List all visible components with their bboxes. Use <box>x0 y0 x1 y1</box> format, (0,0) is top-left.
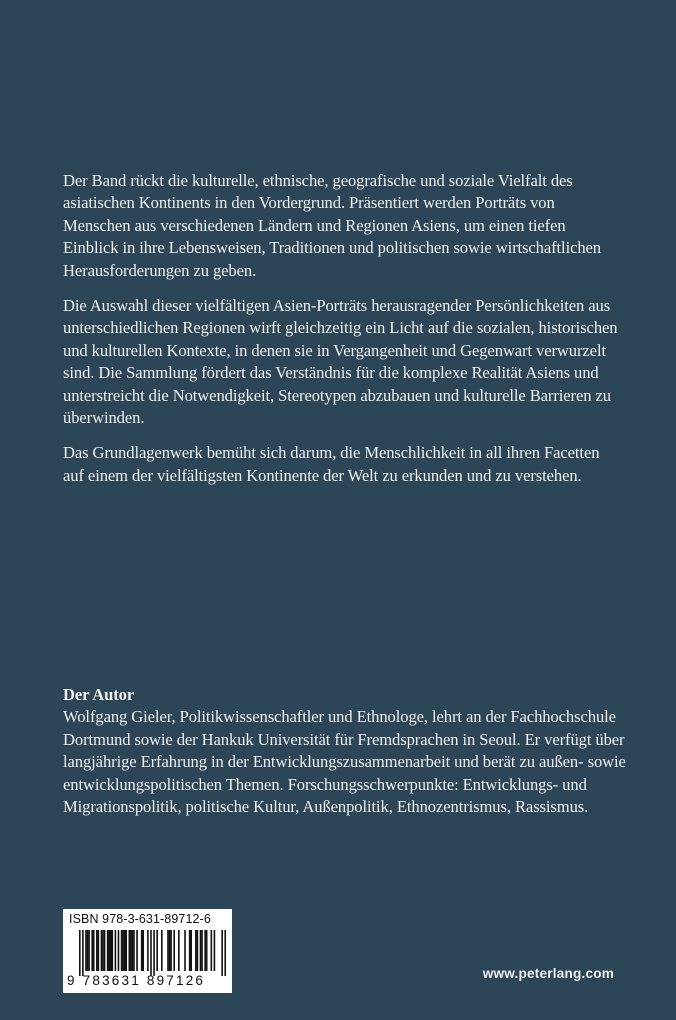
barcode-bar <box>79 930 81 976</box>
author-heading: Der Autor <box>63 685 135 704</box>
barcode-bar <box>178 930 180 971</box>
barcode-bar <box>156 930 158 971</box>
isbn-label: ISBN 978-3-631-89712-6 <box>69 912 211 926</box>
barcode-bar <box>101 930 103 971</box>
barcode-bar <box>132 930 134 971</box>
barcode-bar <box>122 930 124 971</box>
barcode-bar <box>98 930 100 971</box>
barcode-bar <box>221 930 223 976</box>
barcode-bar <box>133 930 135 971</box>
barcode-bar <box>184 930 186 971</box>
barcode-bar <box>115 930 117 971</box>
barcode-bar <box>88 930 90 971</box>
author-bio: Wolfgang Gieler, Politikwissenschaftler und Ethnologe, lehrt an der Fachhochschule Dortmund sowie der Hankuk Universität für Fremdsprachen in Seoul. Er verfügt über langjährige Erfahrung in der Entwicklungszusammenarbeit und berät zu außen- sowie entwicklungspolitischen Themen. Forschungsschwerpunkte: Entwicklungs- und Migrationspolitik, politische Kultur, Außenpolitik, Ethnozentrismus, Rassismus. <box>63 707 626 817</box>
barcode-bar <box>189 930 191 971</box>
barcode-bar <box>102 930 104 971</box>
barcode-bar <box>153 930 155 976</box>
barcode-bar <box>136 930 138 971</box>
barcode-bar <box>142 930 144 971</box>
barcode-bar <box>204 930 206 971</box>
barcode-bar <box>124 930 126 971</box>
barcode-bar <box>93 930 95 971</box>
barcode-bar <box>169 930 171 971</box>
barcode-bar <box>87 930 89 971</box>
barcode-bar <box>82 930 84 976</box>
description-paragraph-2: Die Auswahl dieser vielfältigen Asien-Porträts herausragender Persönlichkeiten aus unterschiedlichen Regionen wirft gleichzeitig ein Licht auf die sozialen, historischen und kulturellen Kontexte, in denen sie in Vergangenheit und Gegenwart verwurzelt sind. Die Sammlung fördert das Verständnis für die komplexe Realität Asiens und unterstreicht die Notwendigkeit, Stereotypen abzubauen und kulturelle Barrieren zu überwinden. <box>63 296 618 428</box>
barcode-bar <box>147 930 149 971</box>
barcode-bar <box>200 930 202 971</box>
barcode-bar <box>91 930 93 971</box>
barcode-bar <box>107 930 109 971</box>
barcode-bar <box>195 930 197 971</box>
barcode-bar <box>161 930 163 971</box>
barcode-bar <box>201 930 203 971</box>
barcode-bar <box>104 930 106 971</box>
barcode-bar <box>121 930 123 971</box>
description-paragraph-3: Das Grundlagenwerk bemüht sich darum, die Menschlichkeit in all ihren Facetten auf einem der vielfältigsten Kontinente der Welt zu erkunden und zu verstehen. <box>63 443 600 485</box>
barcode-bar <box>141 930 143 971</box>
barcode-bar <box>150 930 152 976</box>
barcode-bar <box>129 930 131 971</box>
barcode-bar <box>96 930 98 971</box>
publisher-website: www.peterlang.com <box>482 966 614 981</box>
barcode-bar <box>85 930 87 971</box>
barcode-bar <box>190 930 192 971</box>
barcode-bars <box>79 930 226 976</box>
barcode-bar <box>111 930 113 971</box>
barcode-bar <box>170 930 172 971</box>
barcode-digits: 9 783631 897126 <box>67 973 206 988</box>
description-paragraph-1: Der Band rückt die kulturelle, ethnische, geografische und soziale Vielfalt des asiatischen Kontinents in den Vordergrund. Präsentiert werden Porträts von Menschen aus verschiedenen Ländern und Regionen Asiens, um einen tiefen Einblick in ihre Lebensweisen, Traditionen und politischen sowie wirtschaftlichen Herausforderungen zu geben. <box>63 171 602 280</box>
author-section <box>63 684 633 818</box>
barcode-bar <box>130 930 132 971</box>
barcode-bar <box>214 930 216 971</box>
barcode-bar <box>125 930 127 971</box>
barcode-bar <box>211 930 213 971</box>
barcode-bar <box>108 930 110 971</box>
barcode-bar <box>110 930 112 971</box>
barcode-bar <box>118 930 120 971</box>
book-description <box>63 170 623 500</box>
barcode-bar <box>206 930 208 971</box>
barcode-bar <box>197 930 199 971</box>
barcode-bar <box>167 930 169 971</box>
isbn-barcode <box>63 909 232 993</box>
barcode-bar <box>173 930 175 971</box>
barcode-bar <box>224 930 226 976</box>
